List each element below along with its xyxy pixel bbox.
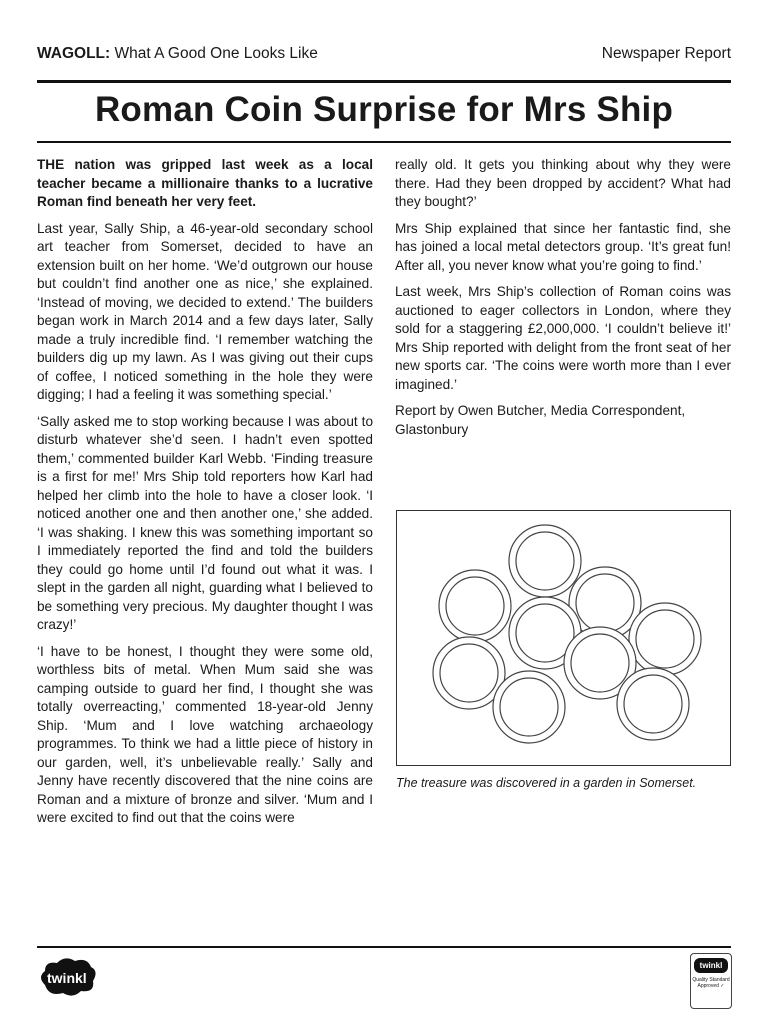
twinkl-logo: [37, 955, 99, 997]
byline: Report by Owen Butcher, Media Correspondent, Glastonbury: [395, 403, 686, 437]
wagoll-text: What A Good One Looks Like: [114, 45, 318, 62]
footer-rule: [37, 946, 731, 948]
paragraph: Mrs Ship explained that since her fantastic find, she has joined a local metal detectors group. ‘It’s great fun! After all, you never know what you’re going to find.’: [395, 220, 731, 273]
coins-illustration: [396, 510, 731, 766]
right-column: [395, 156, 731, 501]
quality-badge: twinkl Quality Standard Approved ✓: [690, 953, 732, 1009]
left-column: [37, 156, 373, 936]
paragraph: ‘Sally asked me to stop working because I was about to disturb whatever she’d seen. I hadn’t even spotted them,’ commented builder Karl Webb. ‘Finding treasure is a first for me!’ Mrs Ship told reporters how Karl had helped her climb into the hole to have a closer look. ‘I noticed another one and then another one,’ she added. ‘I was shaking. I knew this was something important so I immediately reported the find and told the builders they could go home until I’d found out what it was. I slept in the garden all night, guarding what I believed to be something very precious. My daughter thought I was crazy!’: [37, 413, 373, 632]
svg-text:twinkl: twinkl: [47, 970, 87, 986]
wagoll-label: WAGOLL:: [37, 45, 111, 62]
image-caption: The treasure was discovered in a garden in Somerset.: [396, 776, 697, 790]
wagoll-header: [37, 45, 318, 63]
paragraph: Last year, Sally Ship, a 46-year-old secondary school art teacher from Somerset, decided to have an extension built on her home. ‘We’d outgrown our house but couldn’t find another one as nice,’ she explained. ‘Instead of moving, we decided to extend.’ The builders began work in March 2014 and a few days later, Sally made a truly incredible find. ‘I remember watching the builders dig up my lawn. As I was giving out their cups of coffee, I noticed something in the hole they were digging; I had a feeling it was something special.’: [37, 220, 373, 402]
paragraph: ‘I have to be honest, I thought they were some old, worthless bits of metal. When Mum said she was camping outside to guard her find, I thought she was totally overreacting,’ commented 18-year-old Jenny Ship. ‘Mum and I love watching archaeology programmes. To think we had a little piece of history in our garden, well, it’s unbelievable really.’ Sally and Jenny have recently discovered that the nine coins are Roman and a mixture of bronze and silver. ‘Mum and I were excited to find out that the coins were: [37, 643, 373, 825]
title-rule: [37, 141, 731, 143]
roman-coins-image: [397, 511, 730, 765]
paragraph: really old. It gets you thinking about why they were there. Had they been dropped by accident? What had they bought?’: [395, 157, 731, 209]
header-rule: [37, 80, 731, 83]
lead-paragraph: THE nation was gripped last week as a local teacher became a millionaire thanks to a lucrative Roman find beneath her very feet.: [37, 157, 373, 209]
paragraph: Last week, Mrs Ship’s collection of Roman coins was auctioned to eager collectors in London, where they sold for a staggering £2,000,000. ‘I couldn’t believe it!’ Mrs Ship reported with delight from the front seat of her new sports car. ‘The coins were worth more than I ever imagined.’: [395, 284, 731, 392]
document-type: Newspaper Report: [601, 45, 731, 62]
page-title: Roman Coin Surprise for Mrs Ship: [94, 90, 674, 129]
